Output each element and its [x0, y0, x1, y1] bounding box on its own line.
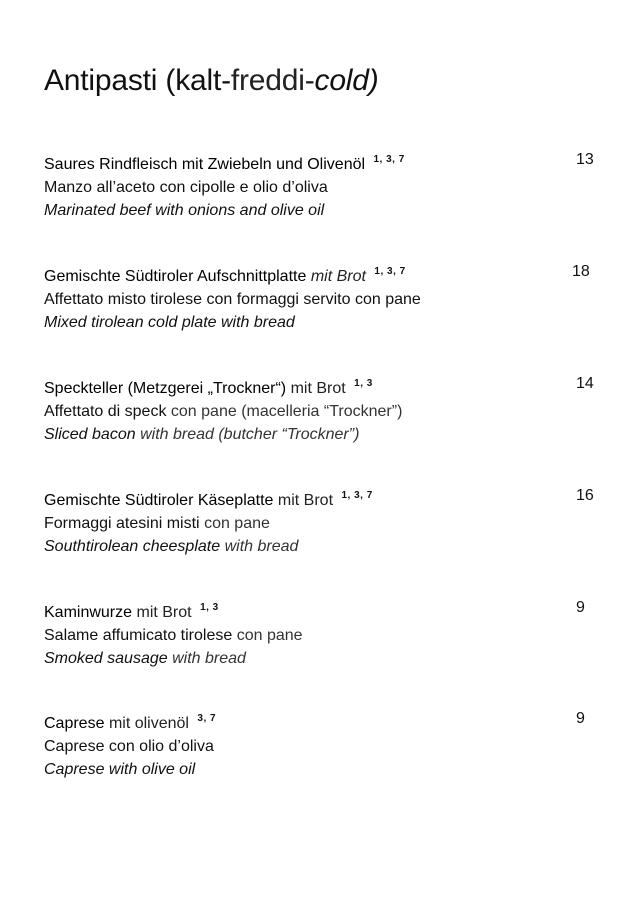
english-text: Sliced bacon: [44, 426, 136, 443]
item-allergens: 1, 3: [200, 602, 219, 613]
menu-item: [44, 260, 604, 334]
english-text: Smoked sausage: [44, 650, 168, 667]
italian-text-suffix: con pane: [236, 627, 303, 644]
item-price: 18: [572, 263, 590, 280]
menu-section-title: [44, 62, 379, 100]
item-name-line: [44, 260, 604, 288]
menu-item: [44, 596, 604, 670]
english-text: Mixed tirolean cold plate with bread: [44, 314, 295, 331]
italian-text-suffix: con pane: [204, 515, 270, 532]
item-price: 9: [576, 710, 585, 727]
english-text: Marinated beef with onions and olive oil: [44, 202, 325, 219]
item-name-german: Speckteller (Metzgerei „Trockner“): [44, 380, 287, 397]
english-text: Southtirolean cheesplate: [44, 538, 221, 555]
italian-text: Formaggi atesini misti: [44, 515, 200, 532]
item-description-italian: [44, 400, 604, 423]
item-price: 14: [576, 375, 594, 392]
item-allergens: 1, 3, 7: [373, 154, 405, 165]
item-description-english: [44, 199, 604, 222]
item-name-german: Gemischte Südtiroler Käseplatte: [44, 492, 274, 509]
item-name-german: Gemischte Südtiroler Aufschnittplatte: [44, 268, 307, 285]
item-name-suffix: mit Brot: [136, 604, 192, 621]
menu-item: [44, 372, 604, 446]
item-description-english: [44, 647, 604, 670]
menu-item: [44, 148, 604, 222]
item-name-line: [44, 148, 604, 176]
english-text-suffix: with bread (butcher “Trockner”): [140, 426, 360, 443]
item-description-english: [44, 423, 604, 446]
item-allergens: 1, 3: [354, 378, 373, 389]
italian-text: Affettato misto tirolese con formaggi servito con pane: [44, 291, 421, 308]
item-description-italian: [44, 288, 604, 311]
item-name-suffix: mit olivenöl: [108, 715, 189, 732]
item-name-line: [44, 707, 604, 735]
item-description-italian: [44, 512, 604, 535]
item-name-line: [44, 484, 604, 512]
item-description-italian: [44, 735, 604, 758]
italian-text: Salame affumicato tirolese: [44, 627, 233, 644]
item-price: 13: [576, 151, 594, 168]
item-name-german: Caprese: [44, 715, 105, 732]
item-name-suffix: mit Brot: [277, 492, 334, 509]
menu-item: [44, 484, 604, 558]
item-price: 16: [576, 487, 594, 504]
english-text: Caprese with olive oil: [44, 761, 196, 778]
english-text-suffix: with bread: [224, 538, 299, 555]
italian-text-suffix: con pane (macelleria “Trockner”): [170, 403, 403, 420]
item-name-german: Saures Rindfleisch mit Zwiebeln und Olivenöl: [44, 156, 366, 173]
italian-text: Caprese con olio d’oliva: [44, 738, 214, 755]
item-name-german: Kaminwurze: [44, 604, 133, 621]
menu-item: [44, 707, 604, 781]
item-name-suffix: mit Brot: [290, 380, 346, 397]
item-allergens: 1, 3, 7: [341, 490, 373, 501]
item-allergens: 3, 7: [197, 713, 217, 724]
title-part-english: cold): [314, 64, 379, 97]
item-name-line: [44, 372, 604, 400]
item-description-italian: [44, 624, 604, 647]
item-description-italian: [44, 176, 604, 199]
title-part-german: Antipasti (kalt-: [44, 64, 231, 97]
item-allergens: 1, 3, 7: [374, 266, 406, 277]
item-description-english: [44, 758, 604, 781]
italian-text: Manzo all’aceto con cipolle e olio d’oliva: [44, 179, 328, 196]
english-text-suffix: with bread: [172, 650, 246, 667]
italian-text: Affettato di speck: [44, 403, 167, 420]
item-name-line: [44, 596, 604, 624]
title-part-italian: freddi-: [230, 64, 315, 97]
item-description-english: [44, 535, 604, 558]
item-description-english: [44, 311, 604, 334]
item-price: 9: [576, 599, 585, 616]
item-name-suffix: mit Brot: [310, 268, 366, 285]
